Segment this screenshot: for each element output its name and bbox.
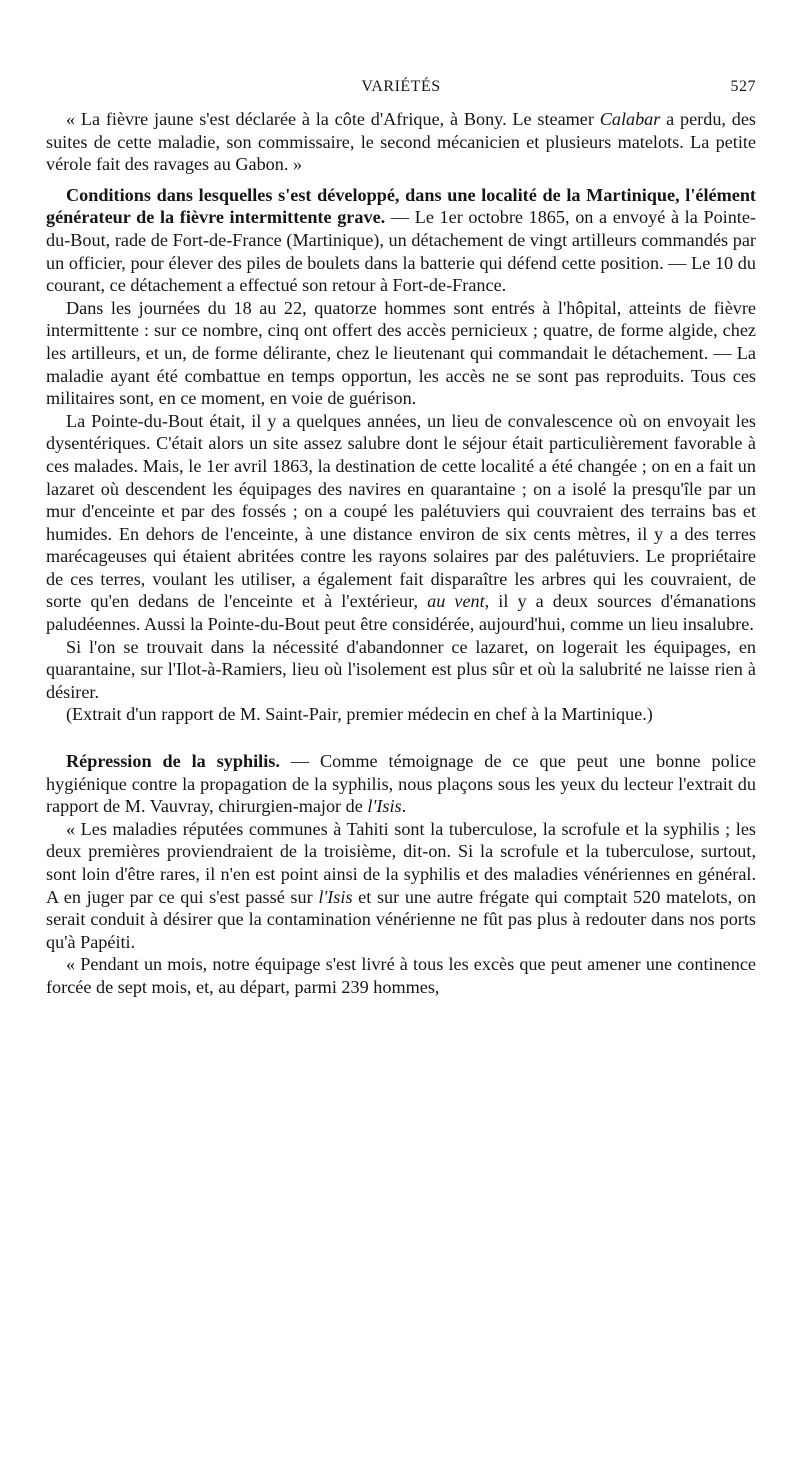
section-martinique-intro: Conditions dans lesquelles s'est développé, dans une localité de la Martinique, l'élément générateur de la fièvre intermittente grave. — Le 1er octobre 1865, on a envoyé à la Pointe-du-Bout, rade de Fort-de-France (Martinique), un détachement de vingt artilleurs commandés par un officier, pour élever des piles de boulets dans la batterie qui défend cette position. — Le 10 du courant, ce détachement a effectué son retour à Fort-de-France. — [46, 184, 756, 296]
paragraph-citation: (Extrait d'un rapport de M. Saint-Pair, premier médecin en chef à la Martinique.) — [66, 704, 653, 725]
body-text — [46, 108, 756, 999]
paragraph-yellow-fever: « La fièvre jaune s'est déclarée à la côte d'Afrique, à Bony. Le steamer Calabar a perdu, des suites de cette maladie, son commissaire, le second mécanicien et plusieurs matelots. La petite vérole fait des ravages au Gabon. » — [46, 109, 756, 175]
running-title: VARIÉTÉS — [361, 78, 441, 95]
page-number: 527 — [730, 78, 756, 95]
section-syphilis-intro: Répression de la syphilis. — Comme témoignage de ce que peut une bonne police hygiénique contre la propagation de la syphilis, nous plaçons sous les yeux du lecteur l'extrait du rapport de M. Vauvray, chirurgien-major de l'Isis. — [46, 751, 756, 817]
paragraph-pointe-du-bout: La Pointe-du-Bout était, il y a quelques années, un lieu de convalescence où on envoyait les dysentériques. C'était alors un site assez salubre dont le séjour était particulièrement favorable à ces malades. Mais, le 1er avril 1863, la destination de cette localité a été changée ; on en a fait un lazaret où descendent les équipages des navires en quarantaine ; on a isolé la presqu'île par un mur d'enceinte et par des fossés ; on a coupé les palétuviers qui couvraient des terrains bas et humides. En dehors de l'enceinte, à une distance environ de six cents mètres, il y a des terres marécageuses qui étaient abritées contre les rayons solaires par des palétuviers. Le propriétaire de ces terres, voulant les utiliser, a également fait disparaître les arbres qui les couvraient, de sorte qu'en dedans de l'enceinte et à l'extérieur, au vent, il y a deux sources d'émanations paludéennes. Aussi la Pointe-du-Bout peut être considérée, aujourd'hui, comme un lieu insalubre. — [46, 410, 757, 635]
section-heading-syphilis: Répression de la syphilis. — [66, 751, 280, 772]
paragraph-tahiti: « Les maladies réputées communes à Tahiti sont la tuberculose, la scrofule et la syphilis ; les deux premières proviendraient de la troisième, dit-on. Si la scrofule et la tuberculose, surtout, sont loin d'être rares, il n'en est point ainsi de la syphilis et des maladies vénériennes en général. A en juger par ce qui s'est passé sur l'Isis et sur une autre frégate qui comptait 520 matelots, on serait conduit à désirer que la contamination vénérienne ne fût pas plus à redouter dans nos ports qu'à Papéiti. — [46, 818, 756, 952]
paragraph-hospital: Dans les journées du 18 au 22, quatorze hommes sont entrés à l'hôpital, atteints de fièvre intermittente : sur ce nombre, cinq ont offert des accès pernicieux ; quatre, de forme algide, chez les artilleurs, et un, de forme délirante, chez le lieutenant qui commandait le détachement. — La maladie ayant été combattue en temps opportun, les accès ne se sont pas reproduits. Tous ces militaires sont, en ce moment, en voie de guérison. — [46, 297, 756, 409]
running-head — [46, 78, 756, 108]
paragraph-crew: « Pendant un mois, notre équipage s'est livré à tous les excès que peut amener une continence forcée de sept mois, et, au départ, parmi 239 hommes, — [46, 954, 756, 997]
section-heading-martinique: Conditions dans lesquelles s'est développé, dans une localité de la Martinique, l'élément générateur de la fièvre intermittente grave. — [46, 184, 756, 228]
paragraph-lazaret: Si l'on se trouvait dans la nécessité d'abandonner ce lazaret, on logerait les équipages, en quarantaine, sur l'Ilot-à-Ramiers, lieu où l'isolement est plus sûr et où la salubrité ne laisse rien à désirer. — [46, 636, 756, 702]
